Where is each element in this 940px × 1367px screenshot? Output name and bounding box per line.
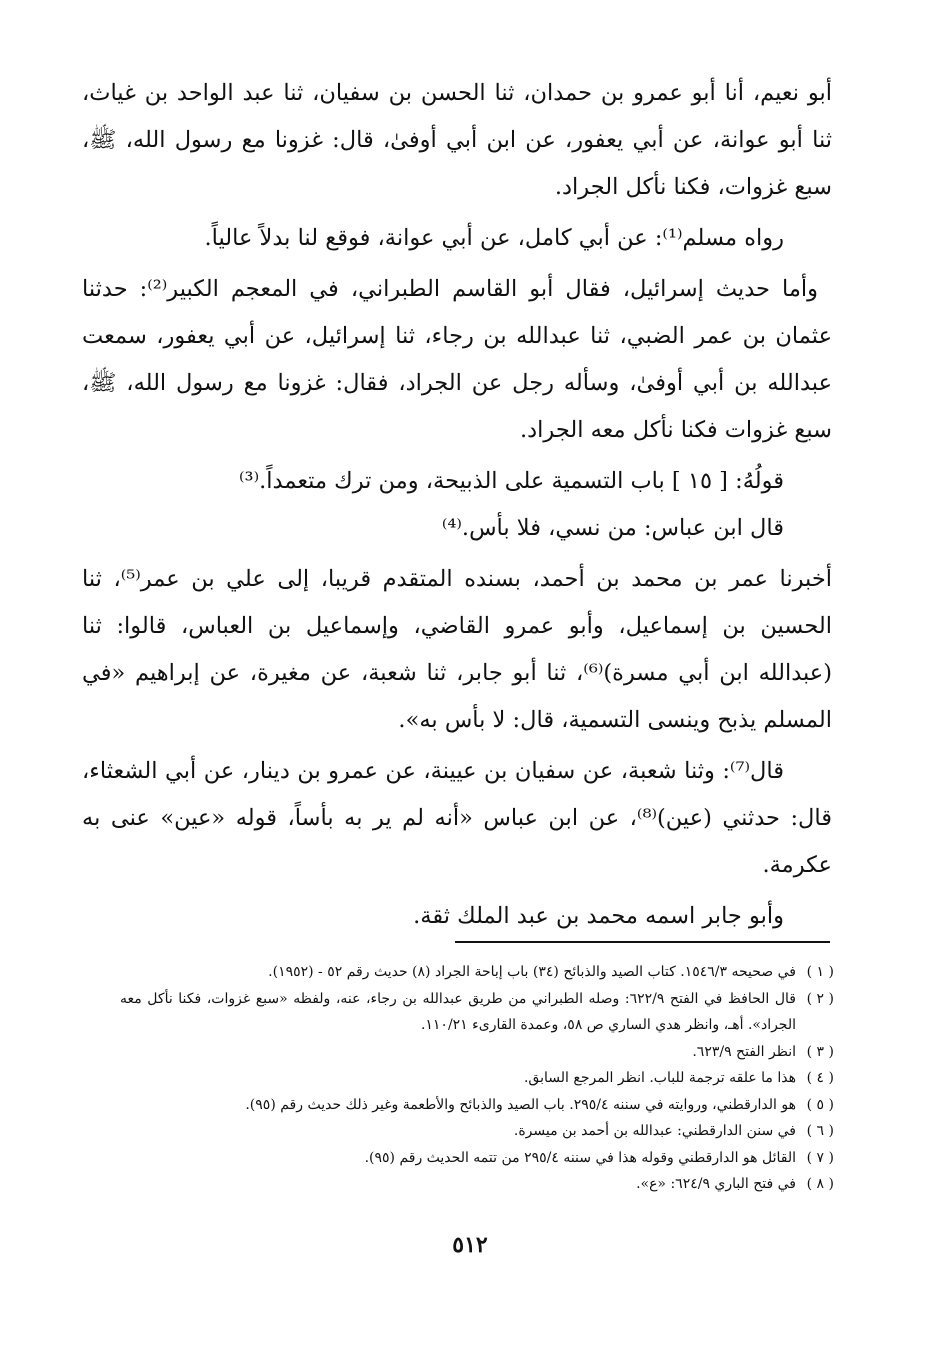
- footnote-1: [120, 959, 834, 986]
- paragraph-1: أبو نعيم، أنا أبو عمرو بن حمدان، ثنا الحسن بن سفيان، ثنا عبد الواحد بن غياث، ثنا أبو عوانة، عن أبي يعفور، عن ابن أبي أوفىٰ، قال: غزونا مع رسول الله، ﷺ، سبع غزوات، فكنا نأكل الجراد.: [82, 80, 832, 200]
- paragraph-4: قولُهُ: [ ١٥ ] باب التسمية على الذبيحة، ومن ترك متعمداً.⁽³⁾: [239, 468, 784, 494]
- footnote-number: ( ٢ ): [806, 990, 834, 1007]
- footnote-3: [120, 1039, 834, 1066]
- footnote-number: ( ٦ ): [806, 1123, 834, 1139]
- footnote-separator: [455, 941, 830, 943]
- footnote-7: [120, 1145, 834, 1172]
- footnote-4: [120, 1065, 834, 1092]
- footnote-text: قال الحافظ في الفتح ٦٢٢/٩: وصله الطبراني من طريق عبدالله بن رجاء، عنه، ولفظه «سبع غزوات، فكنا نأكل معه الجراد». أهـ، وانظر هدي الساري ص ٥٨، وعمدة القارىء ١١٠/٢١.: [120, 990, 796, 1033]
- footnote-number: ( ١ ): [806, 964, 834, 980]
- footnotes: [120, 959, 834, 1198]
- paragraph-2: رواه مسلم⁽¹⁾: عن أبي كامل، عن أبي عوانة، فوقع لنا بدلاً عالياً.: [204, 225, 784, 251]
- footnote-text: هو الدارقطني، وروايته في سننه ٢٩٥/٤. باب الصيد والذبائح والأطعمة وغير ذلك حديث رقم (٩٥).: [245, 1096, 796, 1113]
- footnote-number: ( ٤ ): [806, 1070, 834, 1086]
- footnote-text: في فتح الباري ٦٢٤/٩: «ع».: [636, 1176, 796, 1192]
- footnote-number: ( ٣ ): [806, 1043, 834, 1060]
- footnote-number: ( ٨ ): [806, 1176, 834, 1192]
- footnote-number: ( ٧ ): [806, 1149, 834, 1166]
- footnote-text: في سنن الدارقطني: عبدالله بن أحمد بن ميسرة.: [513, 1123, 796, 1139]
- footnote-6: [120, 1118, 834, 1145]
- footnote-8: [120, 1171, 834, 1198]
- paragraph-8: وأبو جابر اسمه محمد بن عبد الملك ثقة.: [413, 903, 784, 929]
- paragraph-7: قال⁽⁷⁾: وثنا شعبة، عن سفيان بن عيينة، عن عمرو بن دينار، عن أبي الشعثاء، قال: حدثني (عين)⁽⁸⁾، عن ابن عباس «أنه لم ير به بأساً، قوله «عين» عنى به عكرمة.: [82, 758, 832, 878]
- footnote-5: [120, 1092, 834, 1119]
- footnote-text: القائل هو الدارقطني وقوله هذا في سننه ٢٩٥/٤ من تتمه الحديث رقم (٩٥).: [364, 1149, 796, 1166]
- paragraph-3: وأما حديث إسرائيل، فقال أبو القاسم الطبراني، في المعجم الكبير⁽²⁾: حدثنا عثمان بن عمر الضبي، ثنا عبدالله بن رجاء، ثنا إسرائيل، عن أبي يعفور، سمعت عبدالله بن أبي أوفىٰ، وسأله رجل عن الجراد، فقال: غزونا مع رسول الله، ﷺ، سبع غزوات فكنا نأكل معه الجراد.: [82, 276, 832, 443]
- footnote-text: في صحيحه ١٥٤٦/٣. كتاب الصيد والذبائح (٣٤) باب إباحة الجراد (٨) حديث رقم ٥٢ - (١٩٥٢).: [268, 964, 796, 980]
- footnote-number: ( ٥ ): [806, 1096, 834, 1113]
- paragraph-5: قال ابن عباس: من نسي، فلا بأس.⁽⁴⁾: [441, 515, 784, 541]
- page-number: ٥١٢: [452, 1232, 488, 1258]
- footnote-2: [120, 986, 834, 1039]
- main-text: [82, 70, 832, 940]
- footnote-text: هذا ما علقه ترجمة للباب. انظر المرجع السابق.: [523, 1070, 796, 1086]
- footnote-text: انظر الفتح ٦٢٣/٩.: [692, 1043, 796, 1060]
- paragraph-6: أخبرنا عمر بن محمد بن أحمد، بسنده المتقدم قريبا، إلى علي بن عمر⁽⁵⁾، ثنا الحسين بن إسماعيل، وأبو عمرو القاضي، وإسماعيل بن العباس، قالوا: ثنا (عبدالله ابن أبي مسرة)⁽⁶⁾، ثنا أبو جابر، ثنا شعبة، عن مغيرة، عن إبراهيم «في المسلم يذبح وينسى التسمية، قال: لا بأس به».: [82, 566, 833, 733]
